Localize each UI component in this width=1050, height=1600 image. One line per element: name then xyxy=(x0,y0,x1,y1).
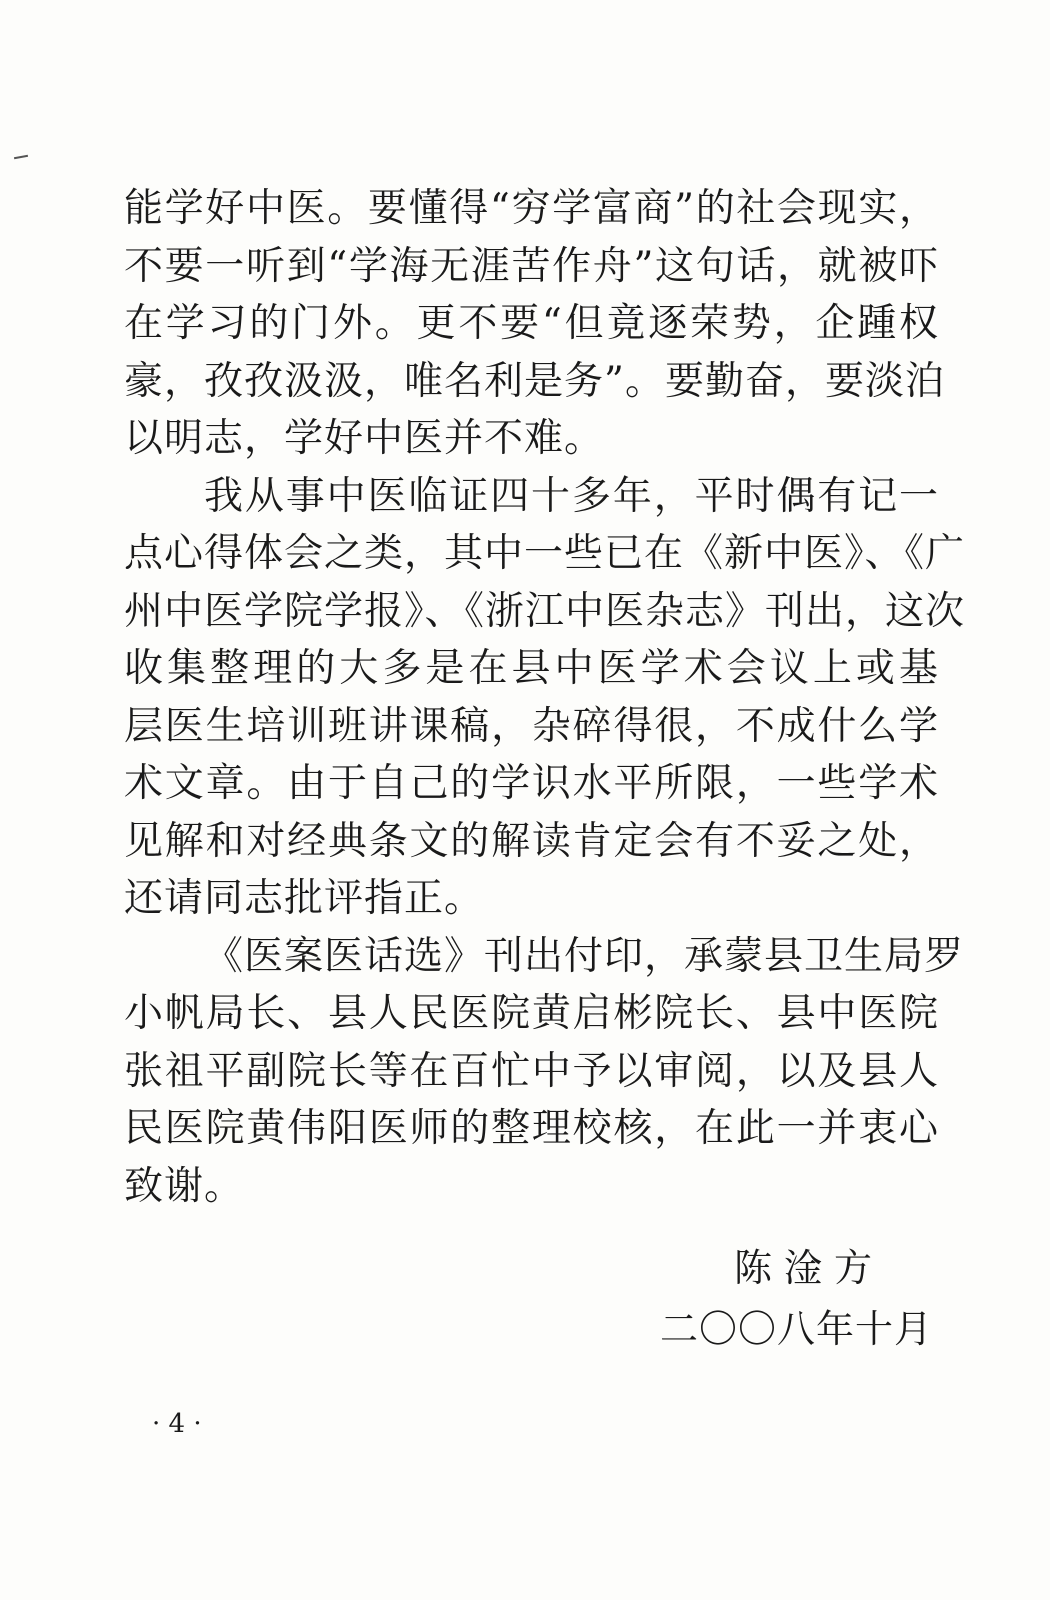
text-line: 层医生培训班讲课稿，杂碎得很，不成什么学 xyxy=(124,703,939,749)
text-line: 豪，孜孜汲汲，唯名利是务”。要勤奋，要淡泊 xyxy=(124,358,945,404)
text-line: 收集整理的大多是在县中医学术会议上或基 xyxy=(124,646,939,691)
text-line: 术文章。由于自己的学识水平所限，一些学术 xyxy=(124,761,939,806)
page-number: · 4 · xyxy=(152,1409,202,1439)
text-line: 致谢。 xyxy=(124,1163,245,1209)
scan-margin-mark xyxy=(14,155,28,159)
signature-date: 二〇〇八年十月 xyxy=(660,1307,934,1351)
text-line: 张祖平副院长等在百忙中予以审阅，以及县人 xyxy=(124,1048,939,1094)
text-line: 我从事中医临证四十多年，平时偶有记一 xyxy=(204,473,939,519)
text-line: 以明志，学好中医并不难。 xyxy=(124,416,605,461)
text-line: 《医案医话选》刊出付印，承蒙县卫生局罗 xyxy=(204,933,965,979)
text-line: 民医院黄伟阳医师的整理校核，在此一并衷心 xyxy=(124,1106,939,1151)
body-text xyxy=(124,180,966,1215)
text-line: 点心得体会之类，其中一些已在《新中医》、《广 xyxy=(124,531,966,576)
text-line: 能学好中医。要懂得“穷学富商”的社会现实， xyxy=(124,186,939,231)
text-line: 不要一听到“学海无涯苦作舟”这句话，就被吓 xyxy=(124,243,939,289)
text-line: 州中医学院学报》、《浙江中医杂志》刊出，这次 xyxy=(124,588,966,634)
text-line: 小帆局长、县人民医院黄启彬院长、县中医院 xyxy=(124,991,939,1036)
text-line: 在学习的门外。更不要“但竟逐荣势，企踵权 xyxy=(124,301,939,346)
text-line: 见解和对经典条文的解读肯定会有不妥之处， xyxy=(124,818,939,864)
author-signature: 陈淦方 xyxy=(734,1246,885,1290)
text-line: 还请同志批评指正。 xyxy=(124,876,485,921)
